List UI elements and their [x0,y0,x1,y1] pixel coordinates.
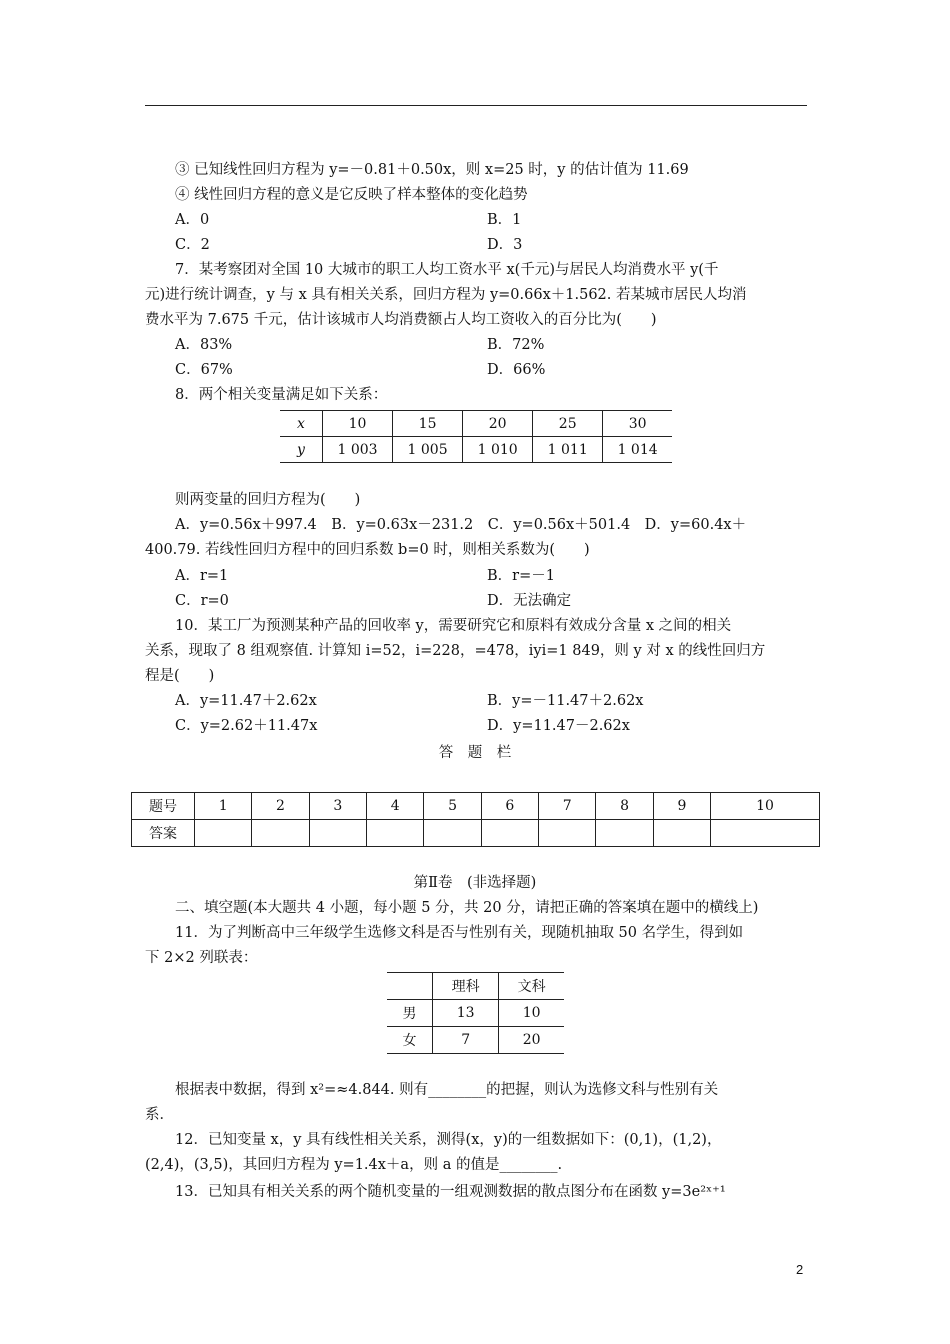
answer-number: 9 [653,793,710,820]
answer-cell[interactable] [596,820,653,847]
q6-option-c: C．2 [175,237,210,253]
q10-line-2: 关系，现取了 8 组观察值. 计算知 i=52，i=228，=478，iyi=1 849，则 y 对 x 的线性回归方 [145,643,766,659]
answer-cell[interactable] [539,820,596,847]
q11-line-4: 系． [145,1107,174,1123]
q10-option-c: C．y=2.62＋11.47x [175,718,318,734]
table8-x-cell: 10 [323,411,393,437]
answer-number: 8 [596,793,653,820]
answer-number: 5 [424,793,481,820]
answer-number: 1 [195,793,252,820]
answer-cell[interactable] [195,820,252,847]
q7-option-a: A．83% [175,337,233,353]
answer-cell[interactable] [481,820,538,847]
answer-number: 3 [309,793,366,820]
q12-line-2: (2,4)，(3,5)，其回归方程为 y=1.4x＋a，则 a 的值是________. [145,1157,563,1173]
table8-y-cell: 1 011 [533,437,603,463]
answer-number: 4 [367,793,424,820]
answer-number: 2 [252,793,309,820]
q7-line-3: 费水平为 7.675 千元，估计该城市人均消费额占人均工资收入的百分比为( ) [145,312,657,328]
answer-number: 7 [539,793,596,820]
answer-cell[interactable] [424,820,481,847]
table8-x-cell: 30 [603,411,672,437]
statement-4: ④ 线性回归方程的意义是它反映了样本整体的变化趋势 [175,187,528,203]
answer-row-answer-label: 答案 [132,820,195,847]
header-rule [145,105,807,106]
q11-line-1: 11．为了判断高中三年级学生选修文科是否与性别有关，现随机抽取 50 名学生，得到如 [175,925,744,941]
part-2-title: 第Ⅱ卷 (非选择题) [413,875,537,891]
q7-option-b: B．72% [487,337,545,353]
q10-option-b: B．y=－11.47＋2.62x [487,693,644,709]
table8-y-cell: 1 003 [323,437,393,463]
contingency-cell: 10 [499,1000,564,1027]
table8-x-cell: 25 [533,411,603,437]
q11-line-2: 下 2×2 列联表： [145,950,258,966]
q8-data-table [280,410,672,463]
contingency-cell: 7 [433,1027,499,1054]
q9-line-1: 400.79. 若线性回归方程中的回归系数 b=0 时，则相关系数为( ) [145,542,590,558]
q8-question: 则两变量的回归方程为( ) [175,492,361,508]
q6-option-d: D．3 [487,237,523,253]
q7-option-d: D．66% [487,362,546,378]
statement-3: ③ 已知线性回归方程为 y=－0.81＋0.50x，则 x=25 时，y 的估计值为 11.69 [175,162,689,178]
contingency-cell: 20 [499,1027,564,1054]
answer-table [131,792,820,847]
contingency-row-label: 男 [387,1000,433,1027]
q10-option-d: D．y=11.47－2.62x [487,718,630,734]
q10-line-1: 10．某工厂为预测某种产品的回收率 y，需要研究它和原料有效成分含量 x 之间的相关 [175,618,732,634]
contingency-header: 文科 [499,973,564,1000]
q9-option-a: A．r=1 [175,568,229,584]
q8-line-1: 8．两个相关变量满足如下关系： [175,387,388,403]
contingency-corner [387,973,433,1000]
contingency-table [387,972,564,1054]
q6-option-b: B．1 [487,212,522,228]
table8-y-cell: 1 014 [603,437,672,463]
answer-section-title: 答 题 栏 [438,745,512,761]
q10-line-3: 程是( ) [145,668,215,684]
q9-option-d: D．无法确定 [487,593,572,609]
table8-x-label: x [280,411,323,437]
table8-x-cell: 15 [393,411,463,437]
table8-x-cell: 20 [463,411,533,437]
page-number: 2 [796,1262,804,1277]
contingency-header: 理科 [433,973,499,1000]
q12-line-1: 12．已知变量 x，y 具有线性相关关系，测得(x，y)的一组数据如下：(0,1)，(1,2)， [175,1132,722,1148]
answer-cell[interactable] [653,820,710,847]
table8-y-label: y [280,437,323,463]
contingency-cell: 13 [433,1000,499,1027]
table8-y-cell: 1 010 [463,437,533,463]
answer-number: 6 [481,793,538,820]
q8-options: A．y=0.56x＋997.4 B．y=0.63x－231.2 C．y=0.56x＋501.4 D．y=60.4x＋ [175,517,747,533]
q6-option-a: A．0 [175,212,210,228]
q13-line-1: 13．已知具有相关关系的两个随机变量的一组观测数据的散点图分布在函数 y=3e²ˣ⁺¹ [175,1184,726,1200]
q7-line-2: 元)进行统计调查，y 与 x 具有相关关系，回归方程为 y=0.66x＋1.562. 若某城市居民人均消 [145,287,747,303]
table8-y-cell: 1 005 [393,437,463,463]
answer-cell[interactable] [309,820,366,847]
answer-number: 10 [711,793,820,820]
q7-option-c: C．67% [175,362,233,378]
contingency-row-label: 女 [387,1027,433,1054]
section-2-heading: 二、填空题(本大题共 4 小题，每小题 5 分，共 20 分，请把正确的答案填在题中的横线上) [175,900,759,916]
q9-option-b: B．r=－1 [487,568,555,584]
q10-option-a: A．y=11.47＋2.62x [175,693,317,709]
answer-cell[interactable] [252,820,309,847]
answer-cell[interactable] [711,820,820,847]
q11-line-3: 根据表中数据，得到 x²=≈4.844. 则有________的把握，则认为选修文科与性别有关 [175,1082,719,1098]
q7-line-1: 7．某考察团对全国 10 大城市的职工人均工资水平 x(千元)与居民人均消费水平 y(千 [175,262,719,278]
q9-option-c: C．r=0 [175,593,229,609]
answer-row-number-label: 题号 [132,793,195,820]
answer-cell[interactable] [367,820,424,847]
